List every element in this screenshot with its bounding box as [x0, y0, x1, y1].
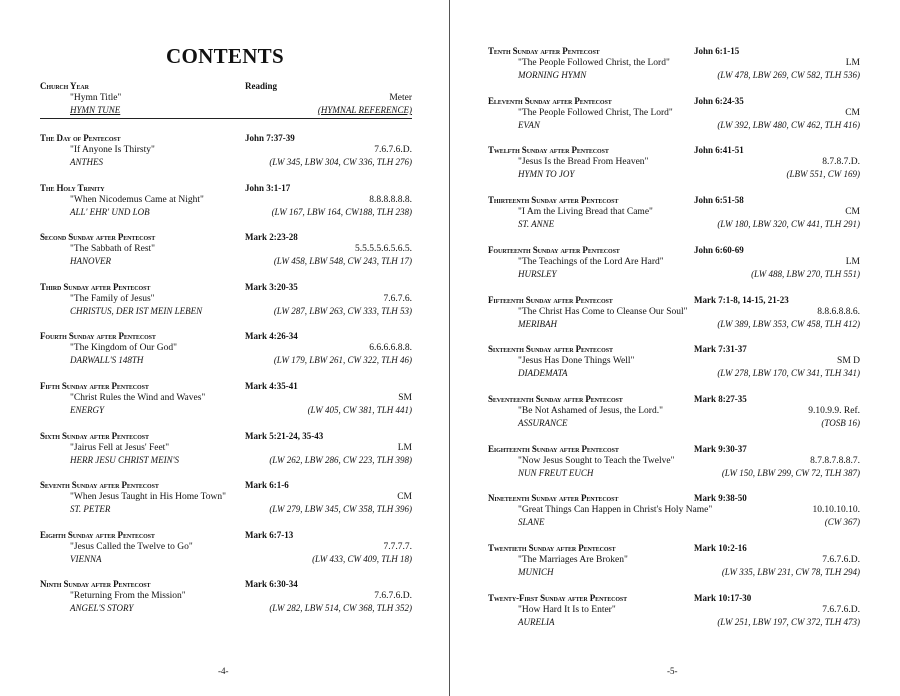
- sunday-name: The Day of Pentecost: [40, 133, 121, 143]
- hymn-title: "Returning From the Mission": [70, 591, 186, 602]
- scripture-reading: Mark 6:30-34: [245, 579, 298, 590]
- hymn-tune: ENERGY: [70, 405, 105, 415]
- hymn-meter: 7.6.7.6.D.: [374, 145, 412, 155]
- hymnal-reference: (LW 179, LBW 261, CW 322, TLH 46): [273, 355, 412, 366]
- legend-divider: [40, 118, 412, 119]
- hymn-meter: 5.5.5.5.6.5.6.5.: [355, 244, 412, 255]
- contents-entry: [488, 492, 860, 536]
- sunday-name: Eighth Sunday after Pentecost: [40, 529, 155, 540]
- hymn-tune: ANTHES: [70, 157, 104, 167]
- sunday-name: Third Sunday after Pentecost: [40, 281, 151, 292]
- hymnal-reference: (LW 251, LBW 197, CW 372, TLH 473): [717, 616, 860, 627]
- contents-entry: [40, 529, 412, 573]
- hymn-tune: ST. PETER: [70, 504, 111, 515]
- hymn-meter: SM D: [837, 356, 860, 367]
- hymn-tune: ASSURANCE: [518, 417, 568, 428]
- hymn-tune: HERR JESU CHRIST MEIN'S: [70, 454, 179, 465]
- hymn-tune: ANGEL'S STORY: [70, 603, 134, 614]
- hymnal-reference: (LBW 551, CW 169): [786, 169, 860, 180]
- legend-meter: Meter: [389, 93, 412, 103]
- contents-entry: [488, 343, 860, 387]
- page-number-left: -4-: [218, 666, 229, 676]
- contents-entry: [488, 144, 860, 188]
- hymn-meter: 8.7.8.7.8.8.7.: [810, 455, 860, 466]
- hymn-title: "The Marriages Are Broken": [518, 555, 628, 565]
- hymnal-reference: (LW 150, LBW 299, CW 72, TLH 387): [721, 467, 860, 478]
- contents-entry: [40, 430, 412, 474]
- hymn-title: "Jesus Is the Bread From Heaven": [518, 157, 649, 168]
- hymn-title: "Be Not Ashamed of Jesus, the Lord.": [518, 405, 663, 416]
- sunday-name: Second Sunday after Pentecost: [40, 232, 156, 243]
- hymnal-reference: (LW 287, LBW 263, CW 333, TLH 53): [273, 305, 412, 316]
- scripture-reading: John 6:1-15: [694, 46, 740, 56]
- legend-hymnal-reference: (HYMNAL REFERENCE): [317, 105, 412, 115]
- scripture-reading: John 6:24-35: [694, 95, 744, 106]
- hymn-tune: VIENNA: [70, 553, 102, 564]
- hymn-tune: MORNING HYMN: [518, 70, 587, 80]
- contents-entry: [488, 294, 860, 338]
- hymn-title: "Jesus Called the Twelve to Go": [70, 541, 193, 552]
- scripture-reading: Mark 8:27-35: [694, 393, 747, 404]
- page-number-right: -5-: [667, 666, 678, 676]
- hymnal-reference: (LW 262, LBW 286, CW 223, TLH 398): [269, 454, 412, 465]
- hymnal-reference: (LW 478, LBW 269, CW 582, TLH 536): [717, 70, 860, 80]
- contents-entry: [40, 479, 412, 523]
- scripture-reading: Mark 10:17-30: [694, 592, 752, 603]
- hymn-tune: DIADEMATA: [518, 368, 568, 379]
- hymn-meter: 6.6.6.6.8.8.: [369, 343, 412, 354]
- page-title: CONTENTS: [166, 44, 284, 68]
- legend-hymn-tune: HYMN TUNE: [70, 105, 121, 115]
- page-right: [450, 0, 900, 696]
- contents-entry: [40, 380, 412, 424]
- hymn-tune: HURSLEY: [518, 268, 557, 279]
- hymn-title: "Jesus Has Done Things Well": [518, 356, 635, 367]
- hymn-title: "Christ Rules the Wind and Waves": [70, 393, 206, 403]
- sunday-name: Ninth Sunday after Pentecost: [40, 579, 151, 590]
- hymnal-reference: (LW 167, LBW 164, CW188, TLH 238): [271, 206, 412, 217]
- sunday-name: Seventh Sunday after Pentecost: [40, 480, 159, 491]
- hymn-tune: HANOVER: [70, 256, 111, 267]
- hymn-title: "How Hard It Is to Enter": [518, 604, 616, 615]
- hymnal-reference: (LW 278, LBW 170, CW 341, TLH 341): [717, 368, 860, 379]
- hymn-tune: SLANE: [518, 517, 545, 528]
- hymn-title: "The Family of Jesus": [70, 293, 155, 304]
- scripture-reading: John 6:51-58: [694, 195, 744, 206]
- scripture-reading: Mark 6:7-13: [245, 529, 294, 540]
- scripture-reading: Mark 5:21-24, 35-43: [245, 430, 324, 441]
- hymn-title: "I Am the Living Bread that Came": [518, 207, 653, 218]
- hymn-title: "The People Followed Christ, The Lord": [518, 107, 673, 118]
- hymnal-reference: (CW 367): [824, 517, 860, 528]
- hymn-meter: CM: [845, 207, 860, 218]
- contents-entry: [40, 281, 412, 325]
- hymn-tune: NUN FREUT EUCH: [518, 467, 594, 478]
- hymn-tune: MERIBAH: [518, 318, 557, 329]
- sunday-name: Fourth Sunday after Pentecost: [40, 331, 156, 342]
- contents-entry: [40, 182, 412, 226]
- legend-church-year: Church Year: [40, 81, 89, 91]
- hymn-title: "When Nicodemus Came at Night": [70, 194, 204, 205]
- scripture-reading: Mark 3:20-35: [245, 281, 298, 292]
- hymn-tune: MUNICH: [518, 567, 554, 577]
- sunday-name: Fifth Sunday after Pentecost: [40, 381, 149, 391]
- hymn-meter: LM: [845, 58, 860, 68]
- hymnal-reference: (LW 279, LBW 345, CW 358, TLH 396): [269, 504, 412, 515]
- hymnal-reference: (LW 405, CW 381, TLH 441): [307, 405, 412, 415]
- hymn-title: "Great Things Can Happen in Christ's Holy Name": [518, 505, 713, 516]
- hymn-meter: 7.6.7.6.D.: [374, 591, 412, 602]
- hymnal-reference: (LW 345, LBW 304, CW 336, TLH 276): [269, 157, 412, 167]
- scripture-reading: Mark 4:26-34: [245, 331, 298, 342]
- sunday-name: Fourteenth Sunday after Pentecost: [488, 244, 620, 255]
- scripture-reading: John 6:41-51: [694, 145, 744, 156]
- legend-hymn-title: "Hymn Title": [70, 93, 122, 103]
- hymn-meter: LM: [397, 442, 412, 453]
- hymn-title: "The Teachings of the Lord Are Hard": [518, 256, 664, 267]
- contents-entry: [488, 592, 860, 636]
- hymn-meter: SM: [398, 393, 412, 403]
- hymnal-reference: (LW 282, LBW 514, CW 368, TLH 352): [269, 603, 412, 614]
- hymn-title: "Now Jesus Sought to Teach the Twelve": [518, 455, 675, 466]
- hymn-meter: 8.8.8.8.8.8.: [369, 194, 412, 205]
- hymn-meter: CM: [845, 107, 860, 118]
- contents-entry: [40, 132, 412, 176]
- hymn-title: "The Christ Has Come to Cleanse Our Soul": [518, 306, 688, 317]
- hymn-meter: 8.7.8.7.D.: [822, 157, 860, 168]
- legend-reading: Reading: [245, 81, 278, 91]
- sunday-name: Tenth Sunday after Pentecost: [488, 46, 600, 56]
- hymn-tune: EVAN: [518, 119, 540, 130]
- hymnal-reference: (LW 180, LBW 320, CW 441, TLH 291): [717, 219, 860, 230]
- contents-entry: [488, 244, 860, 288]
- hymn-meter: 7.7.7.7.: [383, 541, 412, 552]
- scripture-reading: John 6:60-69: [694, 244, 744, 255]
- hymn-tune: ALL' EHR' UND LOB: [70, 206, 150, 217]
- sunday-name: Eleventh Sunday after Pentecost: [488, 95, 612, 106]
- legend: [40, 80, 412, 120]
- contents-entry: [488, 95, 860, 139]
- scripture-reading: John 3:1-17: [245, 182, 291, 193]
- hymn-title: "The Sabbath of Rest": [70, 244, 156, 255]
- contents-entry: [40, 330, 412, 374]
- hymn-title: "Jairus Fell at Jesus' Feet": [70, 442, 170, 453]
- hymnal-reference: (LW 335, LBW 231, CW 78, TLH 294): [721, 567, 860, 577]
- hymn-meter: LM: [845, 256, 860, 267]
- sunday-name: Sixteenth Sunday after Pentecost: [488, 344, 613, 355]
- contents-entry: [488, 443, 860, 487]
- hymn-title: "If Anyone Is Thirsty": [70, 145, 155, 155]
- hymn-title: "When Jesus Taught in His Home Town": [70, 492, 226, 503]
- sunday-name: Nineteenth Sunday after Pentecost: [488, 493, 619, 504]
- scripture-reading: Mark 6:1-6: [245, 480, 289, 491]
- scripture-reading: Mark 9:30-37: [694, 443, 747, 454]
- contents-entry: [488, 393, 860, 437]
- scripture-reading: Mark 2:23-28: [245, 232, 298, 243]
- hymnal-reference: (LW 488, LBW 270, TLH 551): [751, 268, 860, 279]
- hymnal-reference: (LW 392, LBW 480, CW 462, TLH 416): [717, 119, 860, 130]
- sunday-name: Eighteenth Sunday after Pentecost: [488, 443, 619, 454]
- scripture-reading: Mark 7:31-37: [694, 344, 747, 355]
- hymn-title: "The People Followed Christ, the Lord": [518, 58, 670, 68]
- hymn-meter: 9.10.9.9. Ref.: [808, 405, 860, 416]
- hymn-meter: 7.6.7.6.D.: [822, 604, 860, 615]
- sunday-name: Twentieth Sunday after Pentecost: [488, 543, 616, 553]
- sunday-name: Sixth Sunday after Pentecost: [40, 430, 149, 441]
- scripture-reading: Mark 10:2-16: [694, 543, 747, 553]
- hymn-meter: CM: [397, 492, 412, 503]
- contents-entry: [40, 231, 412, 275]
- hymnal-reference: (LW 433, CW 409, TLH 18): [312, 553, 412, 564]
- scripture-reading: Mark 4:35-41: [245, 381, 298, 391]
- hymn-tune: ST. ANNE: [518, 219, 555, 230]
- sunday-name: Seventeenth Sunday after Pentecost: [488, 393, 623, 404]
- hymnal-reference: (TOSB 16): [821, 417, 860, 428]
- contents-entry: [488, 194, 860, 238]
- sunday-name: Twelfth Sunday after Pentecost: [488, 145, 609, 156]
- hymn-title: "The Kingdom of Our God": [70, 343, 177, 354]
- hymn-tune: DARWALL'S 148TH: [70, 355, 144, 366]
- hymn-meter: 7.6.7.6.: [383, 293, 412, 304]
- contents-entry: [488, 542, 860, 586]
- hymnal-reference: (LW 389, LBW 353, CW 458, TLH 412): [717, 318, 860, 329]
- sunday-name: Twenty-First Sunday after Pentecost: [488, 592, 628, 603]
- hymn-tune: CHRISTUS, DER IST MEIN LEBEN: [70, 305, 203, 316]
- sunday-name: Thirteenth Sunday after Pentecost: [488, 195, 619, 206]
- hymn-tune: HYMN TO JOY: [518, 169, 575, 180]
- scripture-reading: Mark 9:38-50: [694, 493, 747, 504]
- scripture-reading: John 7:37-39: [245, 133, 295, 143]
- sunday-name: Fifteenth Sunday after Pentecost: [488, 294, 613, 305]
- hymn-meter: 7.6.7.6.D.: [822, 555, 860, 565]
- scripture-reading: Mark 7:1-8, 14-15, 21-23: [694, 294, 789, 305]
- contents-entry: [488, 45, 860, 89]
- hymn-meter: 10.10.10.10.: [812, 505, 860, 516]
- hymn-tune: AURELIA: [518, 616, 555, 627]
- sunday-name: The Holy Trinity: [40, 182, 105, 193]
- hymn-meter: 8.8.6.8.8.6.: [817, 306, 860, 317]
- hymnal-reference: (LW 458, LBW 548, CW 243, TLH 17): [273, 256, 412, 267]
- contents-entry: [40, 578, 412, 622]
